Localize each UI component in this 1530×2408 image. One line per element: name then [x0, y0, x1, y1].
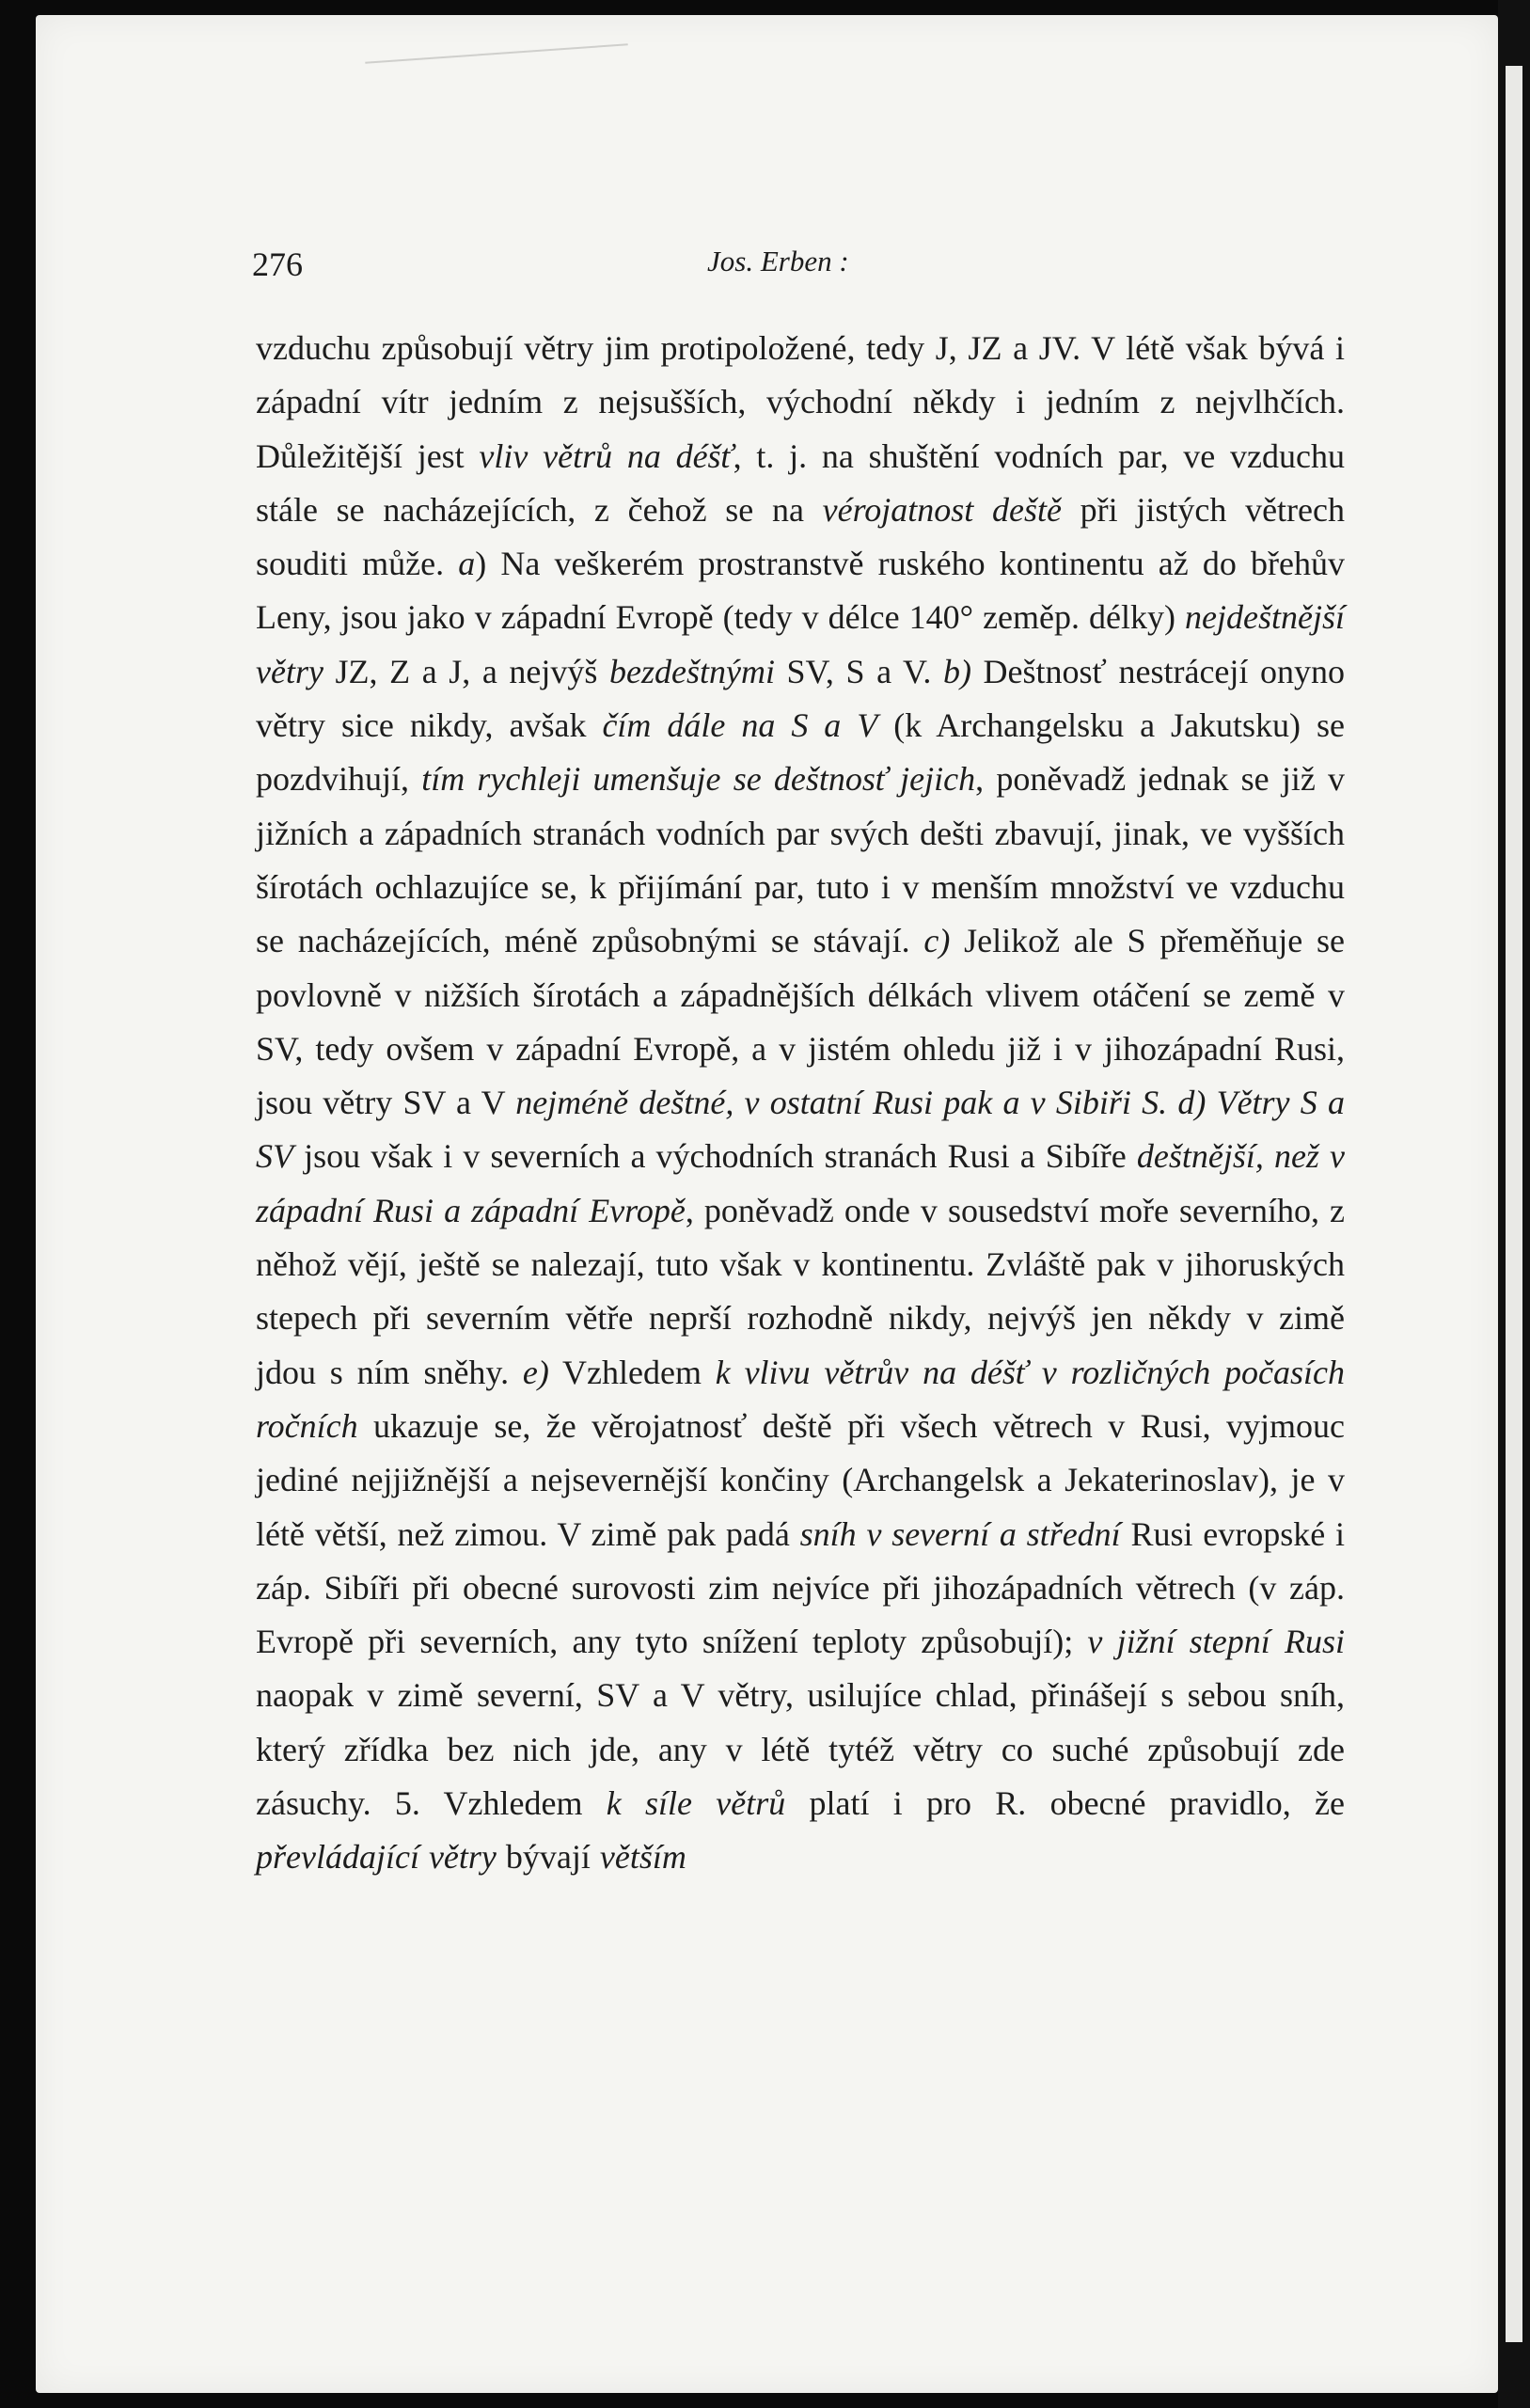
italic-segment: vliv větrů na déšť: [479, 436, 733, 475]
italic-segment: deštnější, než v západní Rusi a západní Evropě: [256, 1137, 1346, 1229]
text-segment: ukazuje se, že věrojatnosť deště při všech větrech v Rusi, vyjmouc jediné nejjižnější a nejsevernější končiny (Archangelsk a Jekaterinoslav), je v létě větší, než zimou. V zimě pak padá: [256, 1406, 1345, 1553]
text-segment: , t. j. na shuštění vodních par, ve vzduchu stále se nacházejících, z čehož se na: [256, 436, 1345, 529]
italic-segment: e): [522, 1353, 549, 1391]
text-segment: bývají: [496, 1838, 600, 1877]
italic-segment: větším: [599, 1838, 686, 1877]
italic-segment: vérojatnost deště: [822, 490, 1062, 529]
italic-segment: bezdeštnými: [608, 652, 775, 690]
italic-segment: v jižní stepní Rusi: [1087, 1623, 1345, 1661]
italic-segment: nejméně deštné, v ostatní Rusi pak a v Sibiři S. d) Větry S a SV: [256, 1084, 1345, 1176]
text-segment: vzduchu způsobují větry jim protipoložené, tedy J, JZ a JV. V létě však bývá i západní vítr jedním z nejsušších, východní někdy i jedním z nejvlhčích. Důležitější jest: [256, 329, 1345, 475]
adjacent-page-edge: [1498, 0, 1530, 2408]
text-segment: jsou však i v severních a východních stranách Rusi a Sibíře: [293, 1137, 1137, 1176]
italic-segment: nejdeštnější větry: [256, 598, 1345, 690]
text-segment: , poněvadž onde v sousedství moře severního, z něhož vějí, ještě se nalezají, tuto však v kontinentu. Zvláště pak v jihoruských stepech při severním větře neprší rozhodně nikdy, nejvýš jen někdy v zimě jdou s ním sněhy.: [256, 1191, 1345, 1391]
body-text: [256, 322, 1345, 1885]
italic-segment: k síle větrů: [606, 1784, 786, 1823]
text-segment: SV, S a V.: [774, 652, 943, 690]
text-segment: (k Archangelsku a Jakutsku) se pozdvihují,: [256, 706, 1346, 799]
italic-segment: a: [458, 545, 476, 583]
text-segment: Vzhledem: [548, 1353, 716, 1391]
text-segment: , poněvadž jednak se již v jižních a západních stranách vodních par svých dešti zbavují, jinak, ve vyšších šírotách ochlazujíce se, k přijímání par, tuto i v menším množství ve vzduchu se nacházejících, méně způsobnými se stávají.: [256, 760, 1346, 960]
scan-artifact: [365, 43, 627, 64]
text-segment: Deštnosť nestrácejí onyno větry sice nikdy, avšak: [256, 652, 1345, 745]
page-header: [252, 237, 1343, 293]
italic-segment: c): [923, 922, 951, 960]
text-segment: Rusi evropské i záp. Sibíři při obecné surovosti zim nejvíce při jihozápadních větrech (v záp. Evropě při severních, any tyto snížení teploty způsobují);: [256, 1514, 1345, 1661]
italic-segment: k vlivu větrův na déšť v rozličných počasích ročních: [256, 1353, 1345, 1445]
italic-segment: b): [942, 652, 971, 690]
text-segment: JZ, Z a J, a nejvýš: [323, 652, 609, 690]
page-number: 276: [252, 246, 303, 283]
italic-segment: čím dále na S a V: [602, 706, 878, 745]
italic-segment: převládající větry: [256, 1838, 497, 1877]
text-segment: platí i pro R. obecné pravidlo, že: [785, 1784, 1345, 1823]
adjacent-page-strip: [1506, 66, 1522, 2342]
text-segment: Jelikož ale S přeměňuje se povlovně v nižších šírotách a západnějších délkách vlivem otáčení se země v SV, tedy ovšem v západní Evropě, a v jistém ohledu již i v jihozápadní Rusi, jsou větry SV a V: [256, 922, 1345, 1122]
text-segment: ) Na veškerém prostranstvě ruského kontinentu až do břehův Leny, jsou jako v západní Evropě (tedy v délce 140° zeměp. délky): [256, 545, 1345, 637]
running-head: Jos. Erben :: [707, 245, 849, 277]
text-segment: při jistých větrech souditi může.: [256, 490, 1345, 583]
italic-segment: tím rychleji umenšuje se deštnosť jejich: [421, 760, 976, 799]
text-segment: naopak v zimě severní, SV a V větry, usilujíce chlad, přinášejí s sebou sníh, který zřídka bez nich jde, any v létě tytéž větry co suché způsobují zde zásuchy. 5. Vzhledem: [256, 1676, 1345, 1823]
italic-segment: sníh v severní a střední: [799, 1514, 1121, 1553]
paragraph: [256, 322, 1345, 1885]
